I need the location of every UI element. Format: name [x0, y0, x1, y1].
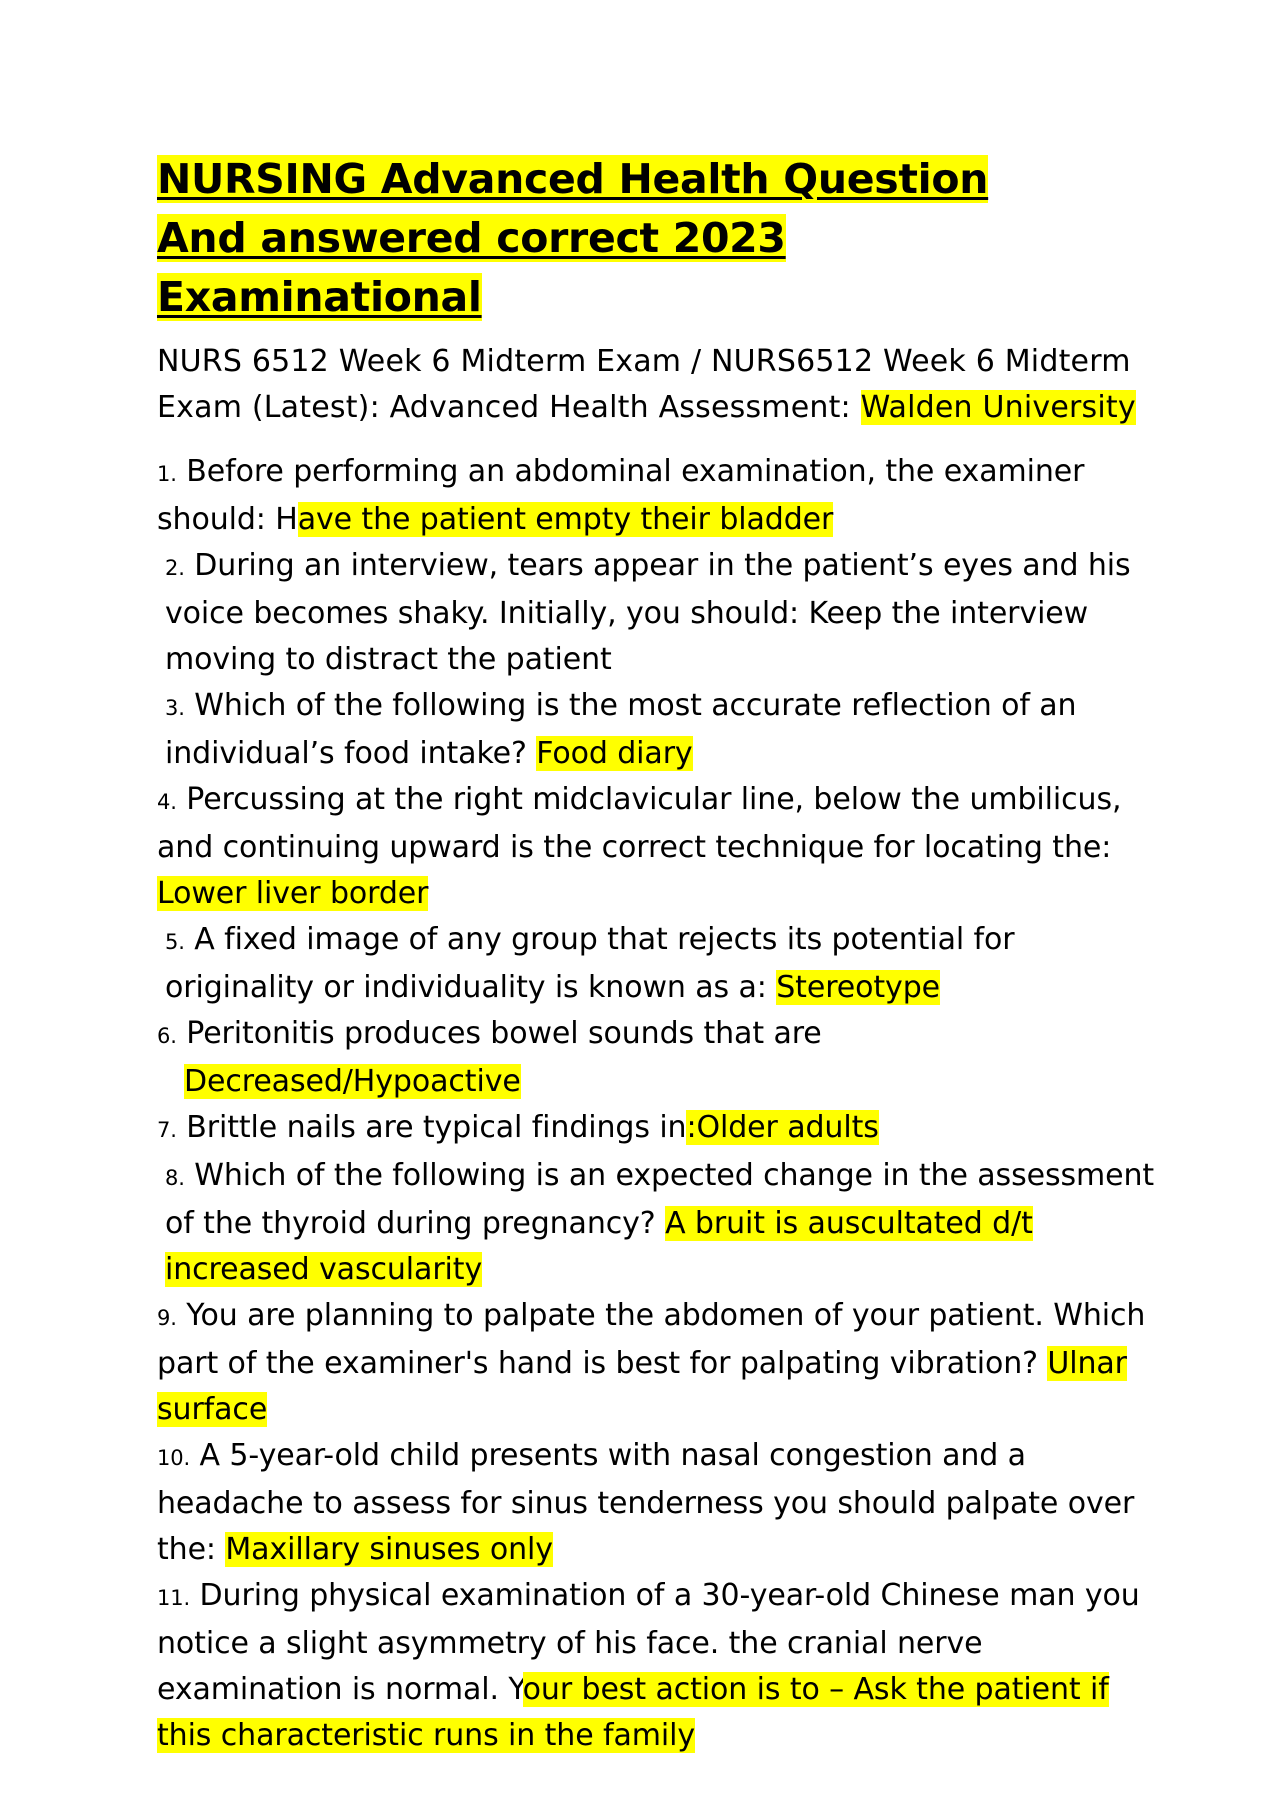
question-2: [157, 543, 1157, 683]
title-line-1: NURSING Advanced Health Question: [157, 155, 989, 203]
question-text: Before performing an abdominal examination, the examiner should: H: [157, 454, 1085, 537]
title-line-3: Examinational: [157, 273, 482, 321]
question-answer: our best action is to – Ask the patient if this characteristic runs in the family: [157, 1672, 1109, 1753]
question-number: 2.: [165, 556, 185, 580]
question-number: 11.: [157, 1586, 191, 1610]
course-subtitle: [157, 339, 1157, 431]
question-number: 7.: [157, 1118, 177, 1142]
question-8: [157, 1153, 1157, 1293]
question-6: [157, 1011, 1157, 1105]
question-number: 6.: [157, 1024, 177, 1048]
question-text: A 5-year-old child presents with nasal congestion and a headache to assess for sinus tenderness you should palpate over the:: [157, 1438, 1135, 1567]
title-line-2: And answered correct 2023: [157, 214, 786, 262]
question-answer: A bruit is auscultated d/t increased vascularity: [165, 1206, 1033, 1287]
question-7: [157, 1105, 1157, 1153]
question-number: 4.: [157, 790, 177, 814]
question-5: [157, 917, 1157, 1011]
document-title: [157, 150, 1157, 327]
question-text: A fixed image of any group that rejects its potential for originality or individuality is known as a:: [165, 922, 1015, 1005]
question-text: Percussing at the right midclavicular line, below the umbilicus, and continuing upward is the correct technique for locating the:: [157, 782, 1122, 865]
question-answer: Lower liver border: [157, 876, 429, 911]
question-number: 5.: [165, 930, 185, 954]
question-number: 10.: [157, 1446, 191, 1470]
question-number: 8.: [165, 1166, 185, 1190]
question-4: [157, 777, 1157, 917]
question-text: Which of the following is the most accurate reflection of an individual’s food intake?: [165, 688, 1077, 771]
subtitle-highlight: Walden University: [860, 390, 1136, 425]
question-text: During an interview, tears appear in the patient’s eyes and his voice becomes shaky. Initially, you should: Keep the interview moving to distract the patient: [165, 548, 1131, 677]
question-10: [157, 1433, 1157, 1573]
question-answer: ave the patient empty their bladder: [297, 502, 834, 537]
question-number: 1.: [157, 462, 177, 486]
question-text: Which of the following is an expected change in the assessment of the thyroid during pregnancy?: [165, 1158, 1155, 1241]
question-answer: Decreased/Hypoactive: [184, 1064, 521, 1099]
question-answer: Ulnar surface: [157, 1346, 1127, 1427]
question-11: [157, 1573, 1157, 1759]
question-9: [157, 1293, 1157, 1433]
question-3: [157, 683, 1157, 777]
question-text: During physical examination of a 30-year-old Chinese man you notice a slight asymmetry of his face. the cranial nerve examination is normal. Y: [157, 1578, 1140, 1707]
question-text: Peritonitis produces bowel sounds that are: [176, 1016, 822, 1051]
question-text: You are planning to palpate the abdomen of your patient. Which part of the examiner's hand is best for palpating vibration?: [157, 1298, 1146, 1381]
question-answer: Maxillary sinuses only: [225, 1532, 553, 1567]
question-1: [157, 449, 1157, 543]
question-number: 9.: [157, 1306, 177, 1330]
question-answer: Stereotype: [776, 970, 941, 1005]
question-text: Brittle nails are typical findings in: [176, 1110, 687, 1145]
question-number: 3.: [165, 696, 185, 720]
question-answer: Food diary: [536, 736, 693, 771]
subtitle-text: NURS 6512 Week 6 Midterm Exam / NURS6512 Week 6 Midterm Exam (Latest): Advanced Health Assessment:: [157, 344, 1131, 425]
document-body: [157, 150, 1157, 1759]
question-answer: :Older adults: [686, 1110, 879, 1145]
